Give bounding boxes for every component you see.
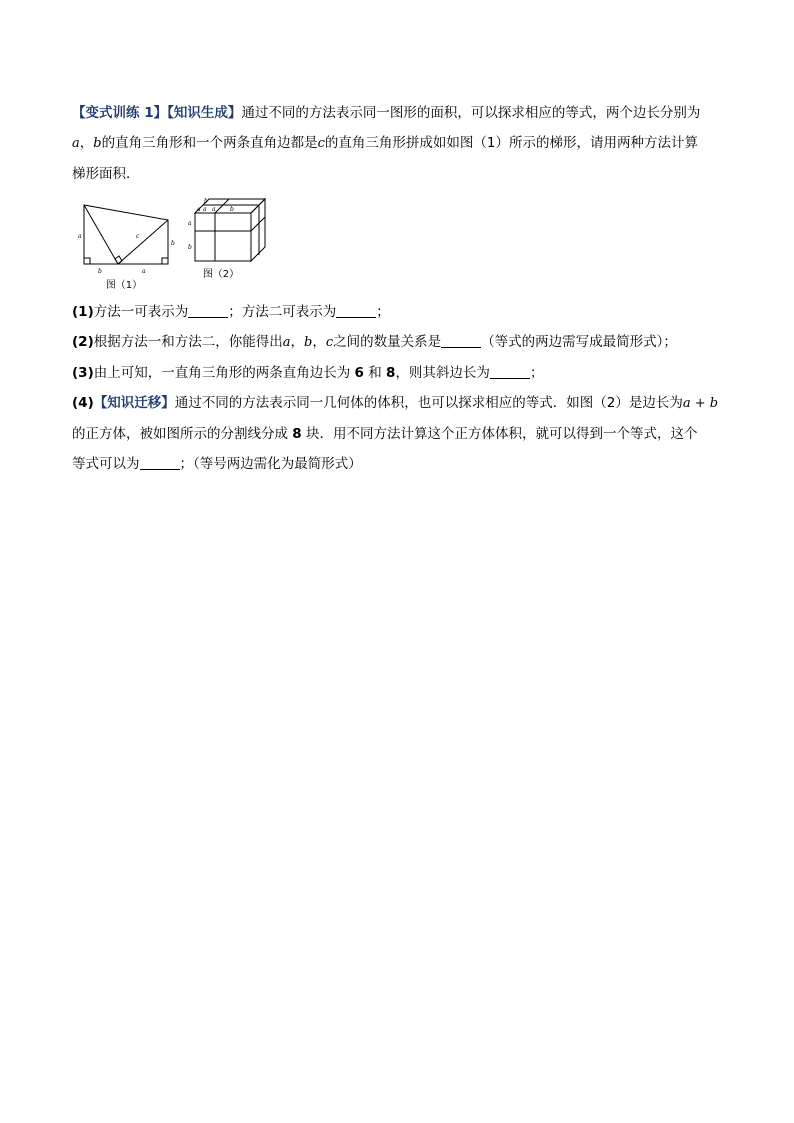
fig1-label-a2: a <box>142 268 146 275</box>
figure-2-cube <box>186 195 270 280</box>
heading-line-2: a，b的直角三角形和一个两条直角边都是c的直角三角形拼成如如图（1）所示的梯形，请用两种方法计算 <box>72 135 698 151</box>
var-b: b <box>93 136 102 151</box>
answer-blank[interactable] <box>441 333 481 348</box>
heading-line-3: 梯形面积． <box>72 166 140 182</box>
question-1: (1)方法一可表示为 ；方法二可表示为 ； <box>72 304 390 320</box>
question-block <box>72 98 724 479</box>
figure-2-caption: 图（2） <box>202 269 240 280</box>
answer-blank[interactable] <box>490 364 530 379</box>
topic-label-migration: 【知识迁移】 <box>93 395 175 411</box>
question-4-line-1: (4)【知识迁移】通过不同的方法表示同一几何体的体积，也可以探求相应的等式．如图（2）是边长为a + b <box>72 395 719 411</box>
question-2: (2)根据方法一和方法二，你能得出a，b，c之间的数量关系是 （等式的两边需写成最简形式）； <box>72 334 677 350</box>
fig2-label-a-left: a <box>188 220 192 227</box>
fig2-label-a-face1: a <box>203 206 207 213</box>
figure-1-trapezoid <box>74 195 174 291</box>
heading-line-1 <box>72 98 724 128</box>
fig2-label-b-left: b <box>188 244 192 251</box>
intro-text: 通过不同的方法表示同一图形的面积，可以探求相应的等式，两个边长分别为 <box>241 105 701 121</box>
fig2-label-a-top: a <box>197 206 201 213</box>
figure-1-caption: 图（1） <box>105 280 143 291</box>
figures <box>72 195 724 293</box>
exercise-label: 【变式训练 1】 <box>72 105 168 121</box>
answer-blank[interactable] <box>336 303 376 318</box>
fig1-label-c: c <box>136 233 140 240</box>
question-4-line-3: 等式可以为 ；（等号两边需化为最简形式） <box>72 456 362 472</box>
fig2-label-b-face: b <box>230 206 234 213</box>
question-3: (3)由上可知，一直角三角形的两条直角边长为 6 和 8，则其斜边长为 ； <box>72 365 544 381</box>
var-a: a <box>72 136 80 151</box>
fig2-label-a-face2: a <box>212 206 216 213</box>
question-4-line-2: 的正方体，被如图所示的分割线分成 8 块．用不同方法计算这个正方体体积，就可以得到一个等式，这个 <box>72 426 698 442</box>
topic-label: 【知识生成】 <box>167 105 242 121</box>
fig1-label-b: b <box>98 268 102 275</box>
var-c: c <box>317 136 325 151</box>
fig1-label-a: a <box>78 233 82 240</box>
fig1-label-b2: b <box>171 240 175 247</box>
answer-blank[interactable] <box>188 303 228 318</box>
answer-blank[interactable] <box>140 455 180 470</box>
expr-a-plus-b: a + b <box>682 396 719 411</box>
fig2-label-b-top: b <box>204 198 208 205</box>
